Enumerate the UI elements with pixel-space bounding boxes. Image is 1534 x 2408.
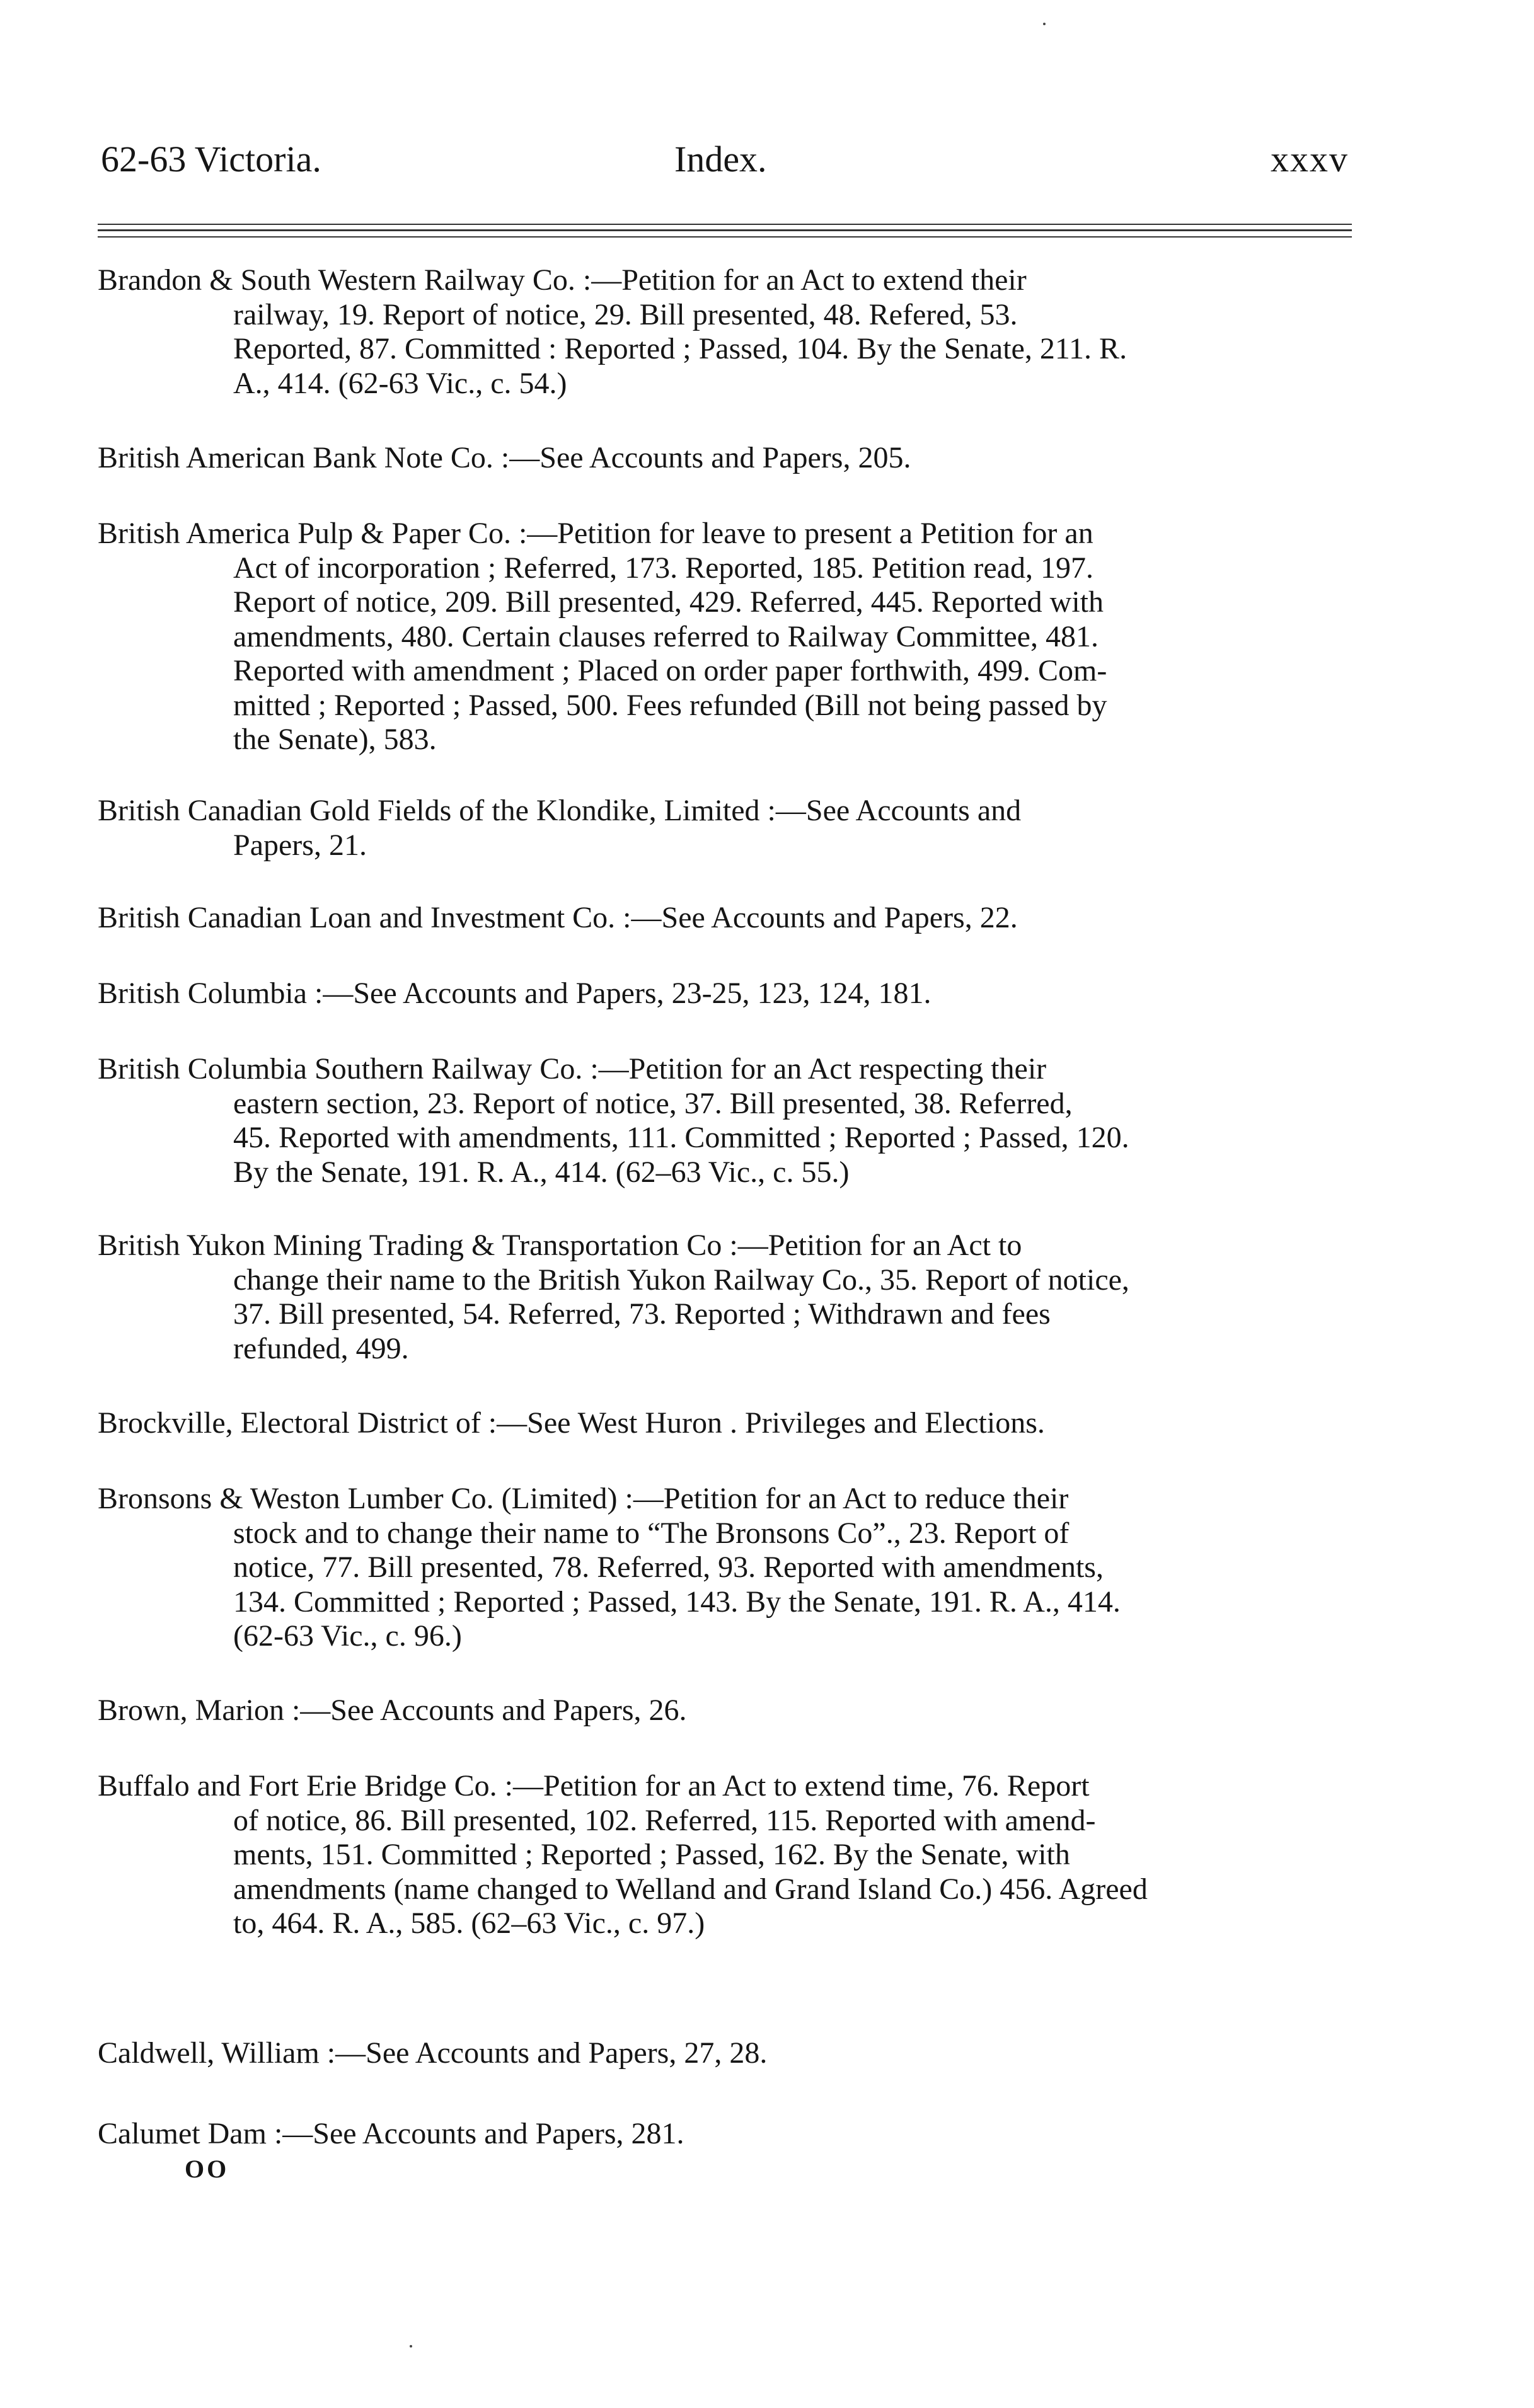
entry-line: notice, 77. Bill presented, 78. Referred, 93. Reported with amendments, (233, 1551, 1104, 1584)
entry-line: 134. Committed ; Reported ; Passed, 143. By the Senate, 191. R. A., 414. (233, 1585, 1121, 1619)
index-entry-buffalo-fort-erie (98, 1769, 1352, 1941)
entry-line: (62-63 Vic., c. 96.) (233, 1619, 462, 1653)
entry-line: A., 414. (62-63 Vic., c. 54.) (233, 366, 567, 400)
entry-line: ments, 151. Committed ; Reported ; Passed, 162. By the Senate, with (233, 1838, 1070, 1871)
index-entry-british-yukon-mining (98, 1229, 1352, 1366)
header-rule-bottom (98, 236, 1352, 238)
entry-line: Brown, Marion :—See Accounts and Papers, 26. (98, 1694, 687, 1727)
index-entry-brandon (98, 263, 1352, 401)
index-entry-brown-marion (98, 1694, 1352, 1728)
entry-line: Brandon & South Western Railway Co. :—Petition for an Act to extend their (98, 263, 1027, 297)
entry-line: Caldwell, William :—See Accounts and Papers, 27, 28. (98, 2036, 768, 2070)
index-entry-british-america-pulp (98, 517, 1352, 757)
index-entry-caldwell (98, 2036, 1352, 2071)
entry-line: eastern section, 23. Report of notice, 37. Bill presented, 38. Referred, (233, 1086, 1073, 1120)
entry-line: Buffalo and Fort Erie Bridge Co. :—Petition for an Act to extend time, 76. Report (98, 1769, 1090, 1803)
entry-line: Calumet Dam :—See Accounts and Papers, 281. (98, 2117, 684, 2150)
header-title: Index. (674, 139, 767, 180)
entry-line: By the Senate, 191. R. A., 414. (62–63 Vic., c. 55.) (233, 1155, 850, 1189)
running-header (101, 137, 1349, 181)
entry-line: amendments, 480. Certain clauses referred to Railway Committee, 481. (233, 619, 1099, 653)
entry-line: British Columbia Southern Railway Co. :—Petition for an Act respecting their (98, 1052, 1047, 1086)
entry-line: British Canadian Gold Fields of the Klondike, Limited :—See Accounts and (98, 794, 1022, 827)
index-entry-bronsons-weston (98, 1482, 1352, 1654)
index-entry-british-american-bank-note (98, 441, 1352, 476)
print-speck (410, 2345, 412, 2348)
entry-line: to, 464. R. A., 585. (62–63 Vic., c. 97.) (233, 1906, 705, 1940)
entry-line: British Yukon Mining Trading & Transportation Co :—Petition for an Act to (98, 1229, 1022, 1262)
entry-line: refunded, 499. (233, 1331, 409, 1365)
index-entry-british-canadian-loan (98, 901, 1352, 936)
header-volume: 62-63 Victoria. (101, 139, 321, 180)
index-entry-brockville (98, 1406, 1352, 1441)
index-entry-calumet-dam (98, 2117, 1352, 2152)
entry-line: British American Bank Note Co. :—See Accounts and Papers, 205. (98, 441, 911, 474)
entry-line: Bronsons & Weston Lumber Co. (Limited) :—Petition for an Act to reduce their (98, 1482, 1069, 1515)
entry-line: British Canadian Loan and Investment Co. :—See Accounts and Papers, 22. (98, 901, 1018, 934)
index-entry-british-columbia (98, 977, 1352, 1011)
entry-line: Report of notice, 209. Bill presented, 429. Referred, 445. Reported with (233, 585, 1104, 619)
signature-mark: OO (185, 2155, 229, 2183)
entry-line: the Senate), 583. (233, 723, 437, 756)
index-entry-british-canadian-gold-fields (98, 794, 1352, 863)
entry-line: amendments (name changed to Welland and Grand Island Co.) 456. Agreed (233, 1872, 1148, 1906)
entry-line: 37. Bill presented, 54. Referred, 73. Reported ; Withdrawn and fees (233, 1297, 1051, 1331)
header-page-number: xxxv (1271, 139, 1349, 180)
entry-line: change their name to the British Yukon Railway Co., 35. Report of notice, (233, 1263, 1129, 1297)
entry-line: 45. Reported with amendments, 111. Committed ; Reported ; Passed, 120. (233, 1121, 1129, 1154)
entry-line: mitted ; Reported ; Passed, 500. Fees refunded (Bill not being passed by (233, 688, 1107, 722)
entry-line: Reported, 87. Committed : Reported ; Passed, 104. By the Senate, 211. R. (233, 332, 1127, 365)
index-entry-british-columbia-southern-railway (98, 1052, 1352, 1190)
print-speck (1043, 23, 1046, 25)
entry-line: of notice, 86. Bill presented, 102. Referred, 115. Reported with amend- (233, 1803, 1096, 1837)
entry-line: railway, 19. Report of notice, 29. Bill presented, 48. Refered, 53. (233, 297, 1018, 331)
entry-line: British America Pulp & Paper Co. :—Petition for leave to present a Petition for an (98, 517, 1093, 550)
entry-line: British Columbia :—See Accounts and Papers, 23-25, 123, 124, 181. (98, 977, 931, 1010)
header-rule-top (98, 224, 1352, 225)
entry-line: Papers, 21. (233, 828, 367, 862)
entry-line: stock and to change their name to “The Bronsons Co”., 23. Report of (233, 1516, 1070, 1550)
entry-line: Act of incorporation ; Referred, 173. Reported, 185. Petition read, 197. (233, 551, 1093, 585)
entry-line: Brockville, Electoral District of :—See West Huron . Privileges and Elections. (98, 1406, 1045, 1440)
entry-line: Reported with amendment ; Placed on order paper forthwith, 499. Com- (233, 654, 1107, 687)
header-rule-middle (98, 229, 1352, 231)
